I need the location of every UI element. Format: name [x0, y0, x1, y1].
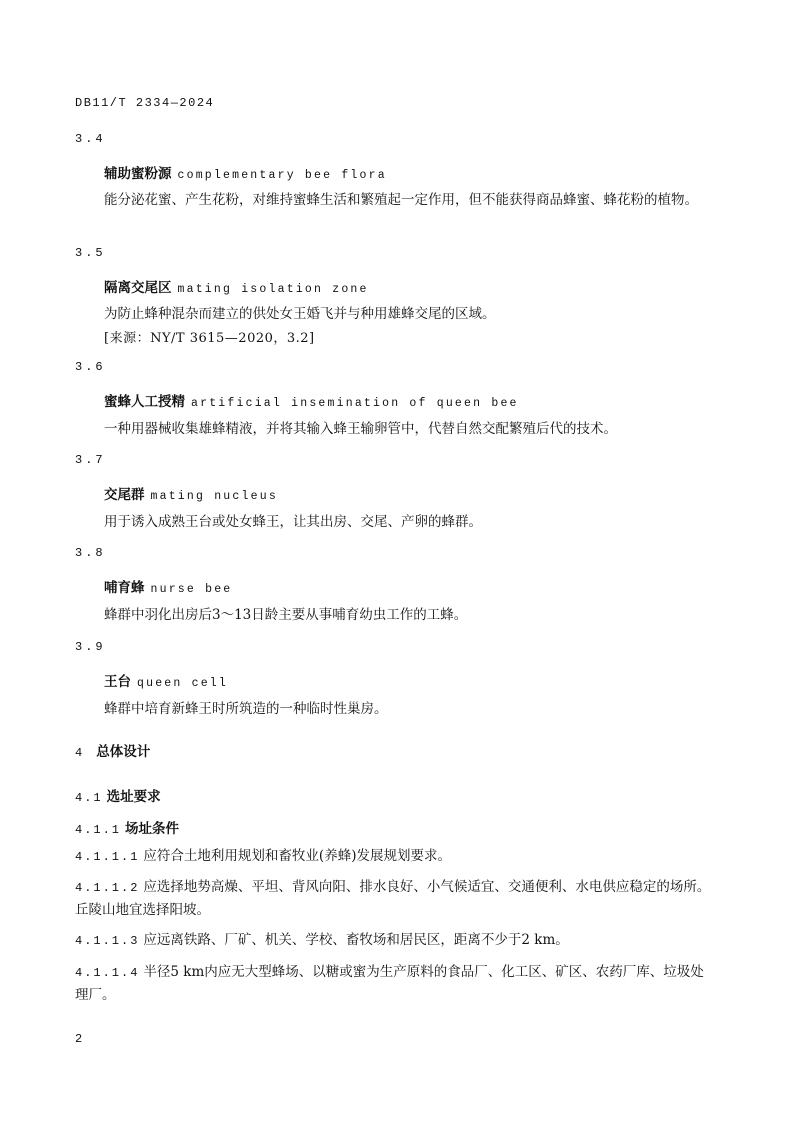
- subsection-number: 4.1: [75, 791, 103, 805]
- term-heading: [104, 162, 387, 182]
- subsection-title: 选址要求: [106, 789, 161, 805]
- term-number: 3.4: [75, 132, 106, 146]
- section-title: 总体设计: [96, 744, 151, 760]
- term-zh: 蜜蜂人工授精: [104, 394, 185, 410]
- term-definition: 能分泌花蜜、产生花粉，对维持蜜蜂生活和繁殖起一定作用，但不能获得商品蜂蜜、蜂花粉的植物。: [104, 192, 698, 208]
- clause: [75, 876, 715, 921]
- term-en: artificial insemination of queen bee: [191, 397, 519, 410]
- term-heading: [104, 670, 228, 690]
- clause-text: 应远离铁路、厂矿、机关、学校、畜牧场和居民区，距离不少于2 km。: [143, 932, 569, 948]
- clause-number: 4.1.1.1: [75, 850, 140, 864]
- term-definition: 蜂群中羽化出房后3～13日龄主要从事哺育幼虫工作的工蜂。: [104, 607, 468, 623]
- term-zh: 辅助蜜粉源: [104, 166, 172, 182]
- term-source: [来源：NY/T 3615—2020，3.2]: [104, 331, 315, 346]
- subsubsection-title: 场址条件: [125, 821, 180, 837]
- term-heading: [104, 390, 519, 410]
- term-number: 3.6: [75, 360, 106, 374]
- clause-number: 4.1.1.3: [75, 934, 140, 948]
- clause-text: 半径5 km内应无大型蜂场、以糖或蜜为生产原料的食品厂、化工区、矿区、农药厂库、垃圾处理厂。: [75, 964, 704, 1003]
- term-en: complementary bee flora: [177, 169, 387, 182]
- term-en: nurse bee: [150, 583, 233, 596]
- term-definition: 蜂群中培育新蜂王时所筑造的一种临时性巢房。: [104, 701, 388, 717]
- term-number: 3.9: [75, 640, 106, 654]
- term-number: 3.5: [75, 246, 106, 260]
- subsubsection-heading: [75, 817, 179, 837]
- term-heading: [104, 483, 278, 503]
- clause: [75, 845, 715, 868]
- clause-number: 4.1.1.4: [75, 966, 140, 980]
- term-en: mating nucleus: [150, 490, 278, 503]
- term-number: 3.8: [75, 546, 106, 560]
- term-definition: 用于诱入成熟王台或处女蜂王，让其出房、交尾、产卵的蜂群。: [104, 514, 482, 530]
- term-zh: 交尾群: [104, 487, 145, 503]
- document-code-header: DB11/T 2334—2024: [75, 96, 215, 110]
- term-en: mating isolation zone: [177, 283, 369, 296]
- term-zh: 哺育蜂: [104, 580, 145, 596]
- section-heading: [75, 740, 150, 760]
- term-heading: [104, 576, 232, 596]
- subsection-heading: [75, 785, 161, 805]
- clause-text: 应符合土地利用规划和畜牧业(养蜂)发展规划要求。: [143, 848, 451, 864]
- clause: [75, 961, 715, 1006]
- page-number: 2: [75, 1032, 83, 1046]
- clause: [75, 929, 715, 952]
- clause-number: 4.1.1.2: [75, 881, 140, 895]
- clause-text: 应选择地势高燥、平坦、背风向阳、排水良好、小气候适宜、交通便利、水电供应稳定的场所。丘陵山地宜选择阳坡。: [75, 879, 711, 918]
- term-heading: [104, 276, 369, 296]
- term-definition: 为防止蜂种混杂而建立的供处女王婚飞并与种用雄蜂交尾的区域。: [104, 306, 496, 322]
- term-zh: 隔离交尾区: [104, 280, 172, 296]
- subsubsection-number: 4.1.1: [75, 823, 122, 837]
- term-definition: 一种用器械收集雄蜂精液，并将其输入蜂王输卵管中，代替自然交配繁殖后代的技术。: [104, 421, 617, 437]
- term-en: queen cell: [137, 677, 229, 690]
- section-number: 4: [75, 746, 83, 760]
- term-zh: 王台: [104, 674, 131, 690]
- term-number: 3.7: [75, 453, 106, 467]
